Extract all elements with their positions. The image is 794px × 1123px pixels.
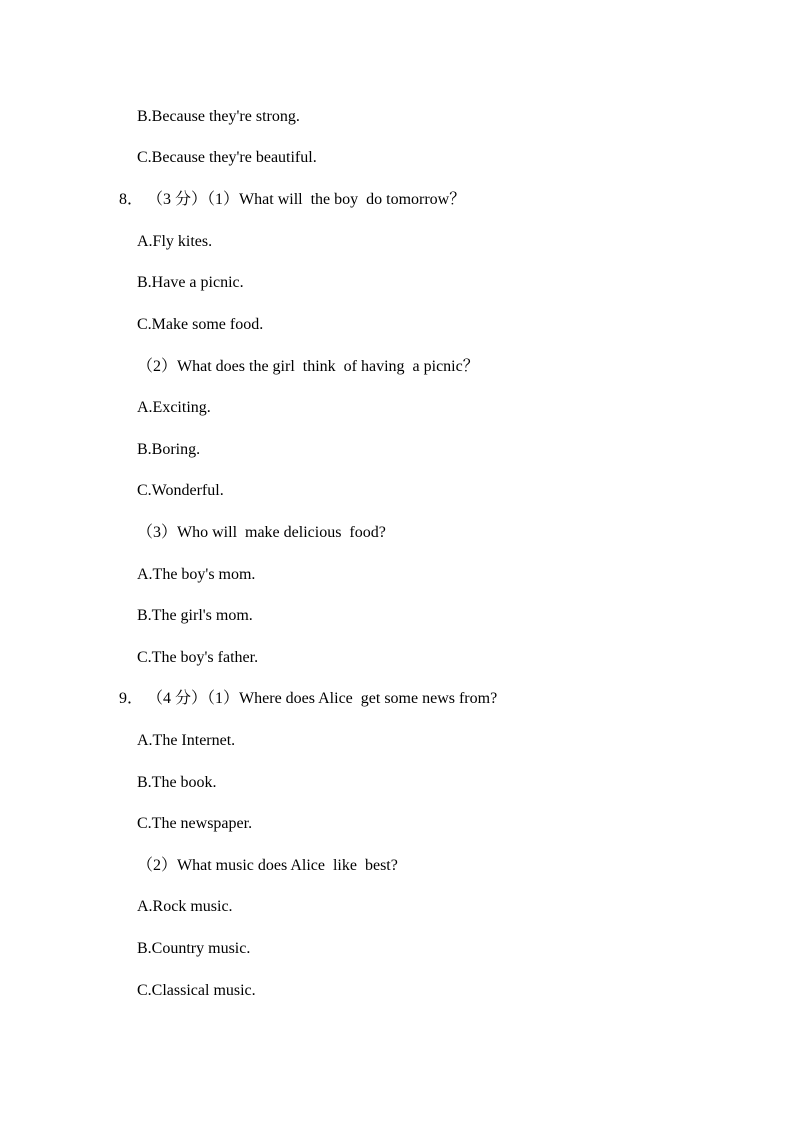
q8-score: （3 分） [155, 191, 208, 208]
q8-sub2-label: （2） [137, 358, 178, 375]
q7-option-b: B.Because they're strong. [137, 108, 300, 125]
q9-sub1-option-c: C.The newspaper. [137, 815, 253, 832]
q9-number: 9． [119, 690, 144, 707]
q8-sub3 [137, 523, 386, 543]
q8-sub1-question: What will the boy do tomorrow？ [239, 191, 466, 208]
q8-header [119, 190, 465, 210]
q8-sub2-option-c: C.Wonderful. [137, 482, 224, 499]
q8-sub3-option-a: A.The boy's mom. [137, 566, 256, 583]
q9-sub2 [137, 856, 398, 876]
q9-sub2-label: （2） [137, 857, 178, 874]
q9-header [119, 689, 497, 709]
q8-sub3-question: Who will make delicious food? [177, 524, 386, 541]
q9-sub2-option-c: C.Classical music. [137, 982, 256, 999]
q8-sub2-question: What does the girl think of having a picnic？ [177, 358, 479, 375]
q9-sub2-option-a: A.Rock music. [137, 898, 233, 915]
q8-sub3-option-b: B.The girl's mom. [137, 607, 253, 624]
q8-sub2-option-b: B.Boring. [137, 441, 201, 458]
q9-sub2-option-b: B.Country music. [137, 940, 251, 957]
q9-sub1-option-a: A.The Internet. [137, 732, 236, 749]
q8-sub1-label: （1） [207, 191, 240, 208]
q8-sub1-option-c: C.Make some food. [137, 316, 264, 333]
q8-sub2-option-a: A.Exciting. [137, 399, 211, 416]
q9-sub1-label: （1） [207, 690, 240, 707]
q8-sub3-label: （3） [137, 524, 178, 541]
q8-sub1-option-b: B.Have a picnic. [137, 274, 244, 291]
q9-sub1-question: Where does Alice get some news from? [239, 690, 498, 707]
q8-sub1-option-a: A.Fly kites. [137, 233, 213, 250]
q9-sub2-question: What music does Alice like best? [177, 857, 398, 874]
q8-sub2 [137, 357, 479, 377]
q8-sub3-option-c: C.The boy's father. [137, 649, 259, 666]
q8-number: 8． [119, 191, 144, 208]
q7-option-c: C.Because they're beautiful. [137, 149, 317, 166]
q9-sub1-option-b: B.The book. [137, 774, 217, 791]
q9-score: （4 分） [155, 690, 208, 707]
